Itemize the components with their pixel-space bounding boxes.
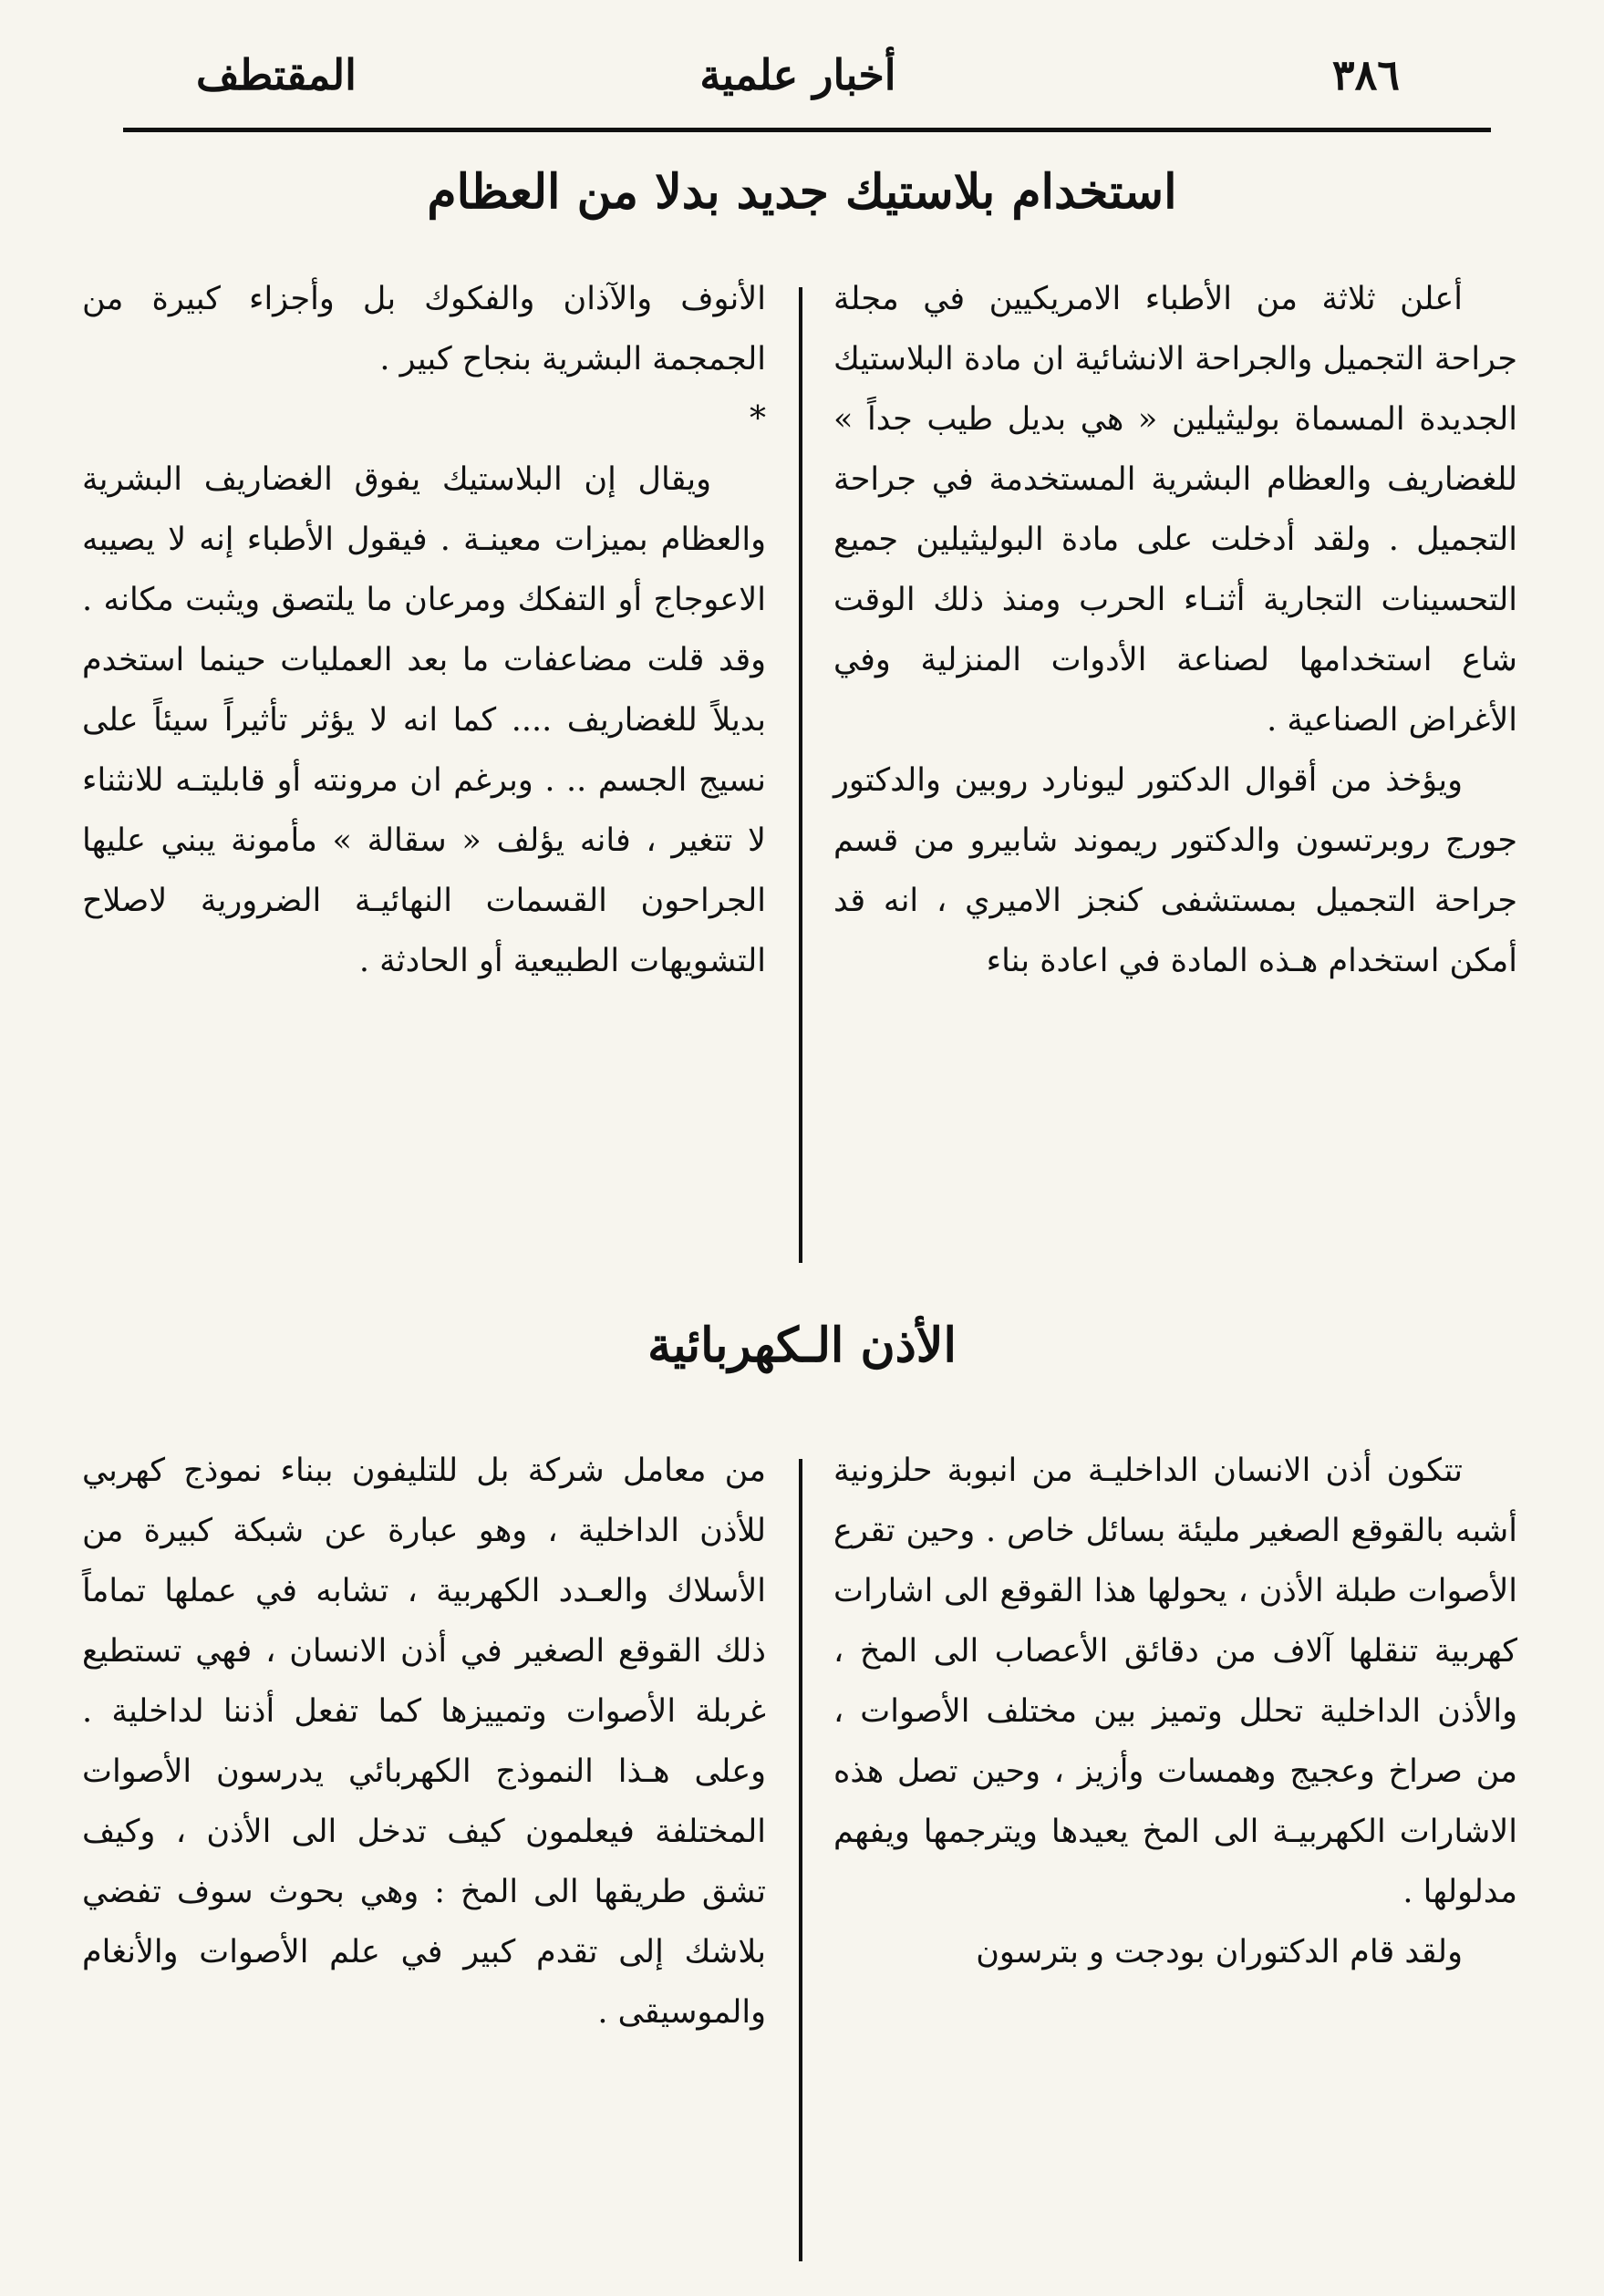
header-rule <box>123 128 1491 132</box>
running-header <box>196 50 1400 123</box>
article1-title: استخدام بلاستيك جديد بدلا من العظام <box>427 164 1177 220</box>
article2-paragraph: من معامل شركة بل للتليفون ببناء نموذج كهربي للأذن الداخلية ، وهو عبارة عن شبكة كبيرة من الأسلاك والعـدد الكهربية ، تشابه في عملها تماماً ذلك القوقع الصغير في أذن الانسان ، فهي تستطيع غربلة الأصوات وتمييزها كما تفعل أذننا لداخلية . وعلى هـذا النموذج الكهربائي يدرسون الأصوات المختلفة فيعلمون كيف تدخل الى الأذن ، وكيف تشق طريقها الى المخ : وهي بحوث سوف تفضي بلاشك إلى تقدم كبير في علم الأصوات والأنغام والموسيقى . <box>82 1453 766 2031</box>
article2-paragraph: تتكون أذن الانسان الداخليـة من انبوبة حلزونية أشبه بالقوقع الصغير مليئة بسائل خاص . وحين تقرع الأصوات طبلة الأذن ، يحولها هذا القوقع الى اشارات كهربية تنقلها آلاف من دقائق الأعصاب الى المخ ، والأذن الداخلية تحلل وتميز بين مختلف الأصوات ، من صراخ وعجيج وهمسات وأزيز ، وحين تصل هذه الاشارات الكهربيـة الى المخ يعيدها ويترجمها ويفهم مدلولها . <box>833 1453 1517 1910</box>
article1-paragraph: الأنوف والآذان والفكوك بل وأجزاء كبيرة من الجمجمة البشرية بنجاح كبير . <box>82 281 766 377</box>
article1-paragraph: ويؤخذ من أقوال الدكتور ليونارد روبين والدكتور جورج روبرتسون والدكتور ريموند شابيرو من قسم جراحة التجميل بمستشفى كنجز الاميري ، انه قد أمكن استخدام هـذه المادة في اعادة بناء <box>833 762 1517 979</box>
article1-paragraph: ويقال إن البلاستيك يفوق الغضاريف البشرية والعظام بميزات معينـة . فيقول الأطباء إنه لا يصيبه الاعوجاج أو التفكك ومرعان ما يلتصق ويثبت مكانه . وقد قلت مضاعفات ما بعد العمليات حينما استخدم بديلاً للغضاريف .... كما انه لا يؤثر تأثيراً سيئاً على نسيج الجسم .. . وبرغم ان مرونته أو قابليتـه للانثناء لا تتغير ، فانه يؤلف « سقالة » مأمونة يبني عليها الجراحون القسمات النهائيـة الضرورية لاصلاح التشويهات الطبيعية أو الحادثة . <box>82 461 766 979</box>
page-number: ٣٨٦ <box>1331 50 1400 99</box>
article1-right-column <box>833 269 1517 991</box>
section-title: أخبار علمية <box>699 50 896 99</box>
article2-right-column <box>833 1441 1517 1982</box>
journal-name: المقتطف <box>196 50 357 99</box>
article1-left-column <box>82 269 766 991</box>
article2-left-column <box>82 1441 766 2043</box>
article1-paragraph: أعلن ثلاثة من الأطباء الامريكيين في مجلة جراحة التجميل والجراحة الانشائية ان مادة البلاستيك الجديدة المسماة بوليثيلين « هي بديل طيب جداً » للغضاريف والعظام البشرية المستخدمة في جراحة التجميل . ولقد أدخلت على مادة البوليثيلين جميع التحسينات التجارية أثنـاء الحرب ومنذ ذلك الوقت شاع استخدامها لصناعة الأدوات المنزلية وفي الأغراض الصناعية . <box>833 281 1517 739</box>
asterisk-separator: * <box>750 400 766 438</box>
article2-title: الأذن الـكهربائية <box>647 1318 957 1373</box>
article2-paragraph: ولقد قام الدكتوران بودجت و بترسون <box>976 1934 1463 1970</box>
column-divider <box>799 287 802 1263</box>
column-divider <box>799 1459 802 2261</box>
